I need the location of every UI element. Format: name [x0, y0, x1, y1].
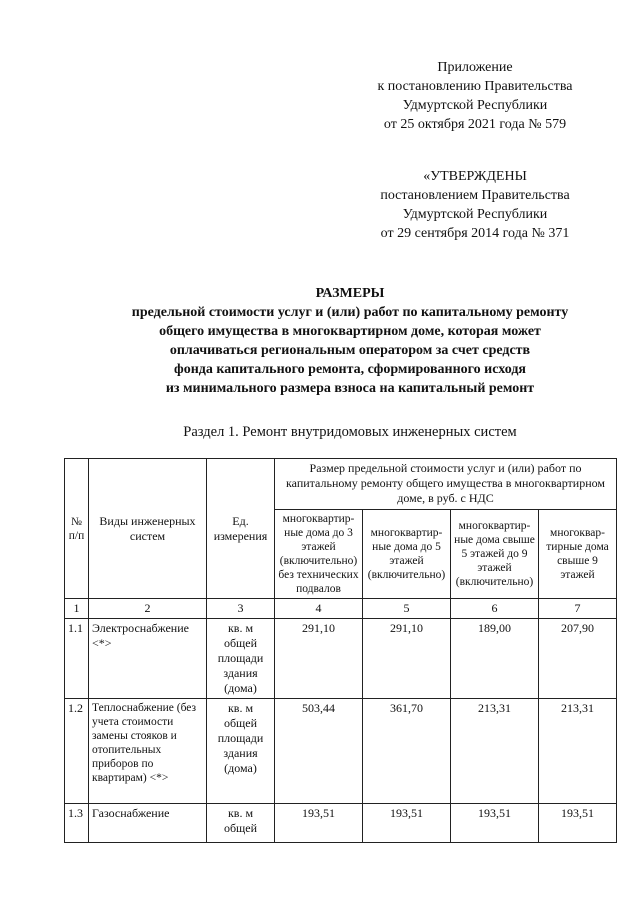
title-heading: РАЗМЕРЫ — [315, 286, 385, 301]
row-value: 361,70 — [363, 699, 451, 804]
header-col6: многоквартир-ные дома свыше 5 этажей до 9 этажей (включительно) — [451, 510, 539, 599]
appendix-line: Удмуртской Республики — [402, 98, 548, 113]
row-value: 207,90 — [539, 619, 617, 699]
row-value: 291,10 — [275, 619, 363, 699]
column-number: 2 — [89, 599, 207, 619]
header-col5: многоквартир-ные дома до 5 этажей (включительно) — [363, 510, 451, 599]
row-num: 1.1 — [65, 619, 89, 699]
appendix-line: Приложение — [437, 60, 513, 75]
column-number: 6 — [451, 599, 539, 619]
header-col4: многоквартир-ные дома до 3 этажей (включительно) без технических подвалов — [275, 510, 363, 599]
approved-block — [330, 167, 620, 243]
column-number: 5 — [363, 599, 451, 619]
row-value: 213,31 — [451, 699, 539, 804]
title-line: предельной стоимости услуг и (или) работ по капитальному ремонту — [131, 305, 569, 320]
appendix-block — [330, 58, 620, 134]
row-value: 189,00 — [451, 619, 539, 699]
approved-line: от 29 сентября 2014 года № 371 — [380, 226, 570, 241]
row-unit: кв. м общей — [207, 804, 275, 843]
row-value: 193,51 — [275, 804, 363, 843]
header-unit: Ед. измерения — [207, 459, 275, 599]
column-number: 4 — [275, 599, 363, 619]
header-row — [65, 459, 617, 510]
header-types: Виды инженерных систем — [89, 459, 207, 599]
row-value: 193,51 — [539, 804, 617, 843]
column-number: 7 — [539, 599, 617, 619]
header-col7: многоквар-тирные дома свыше 9 этажей — [539, 510, 617, 599]
table-row — [65, 804, 617, 843]
row-type: Теплоснабжение (без учета стоимости замены стояков и отопительных приборов по квартирам) <*> — [89, 699, 207, 804]
row-type: Электроснабжение <*> — [89, 619, 207, 699]
approved-line: Удмуртской Республики — [402, 207, 548, 222]
appendix-line: к постановлению Правительства — [377, 79, 573, 94]
row-value: 193,51 — [363, 804, 451, 843]
row-num: 1.3 — [65, 804, 89, 843]
row-num: 1.2 — [65, 699, 89, 804]
section-title: Раздел 1. Ремонт внутридомовых инженерных систем — [183, 424, 517, 440]
row-unit: кв. м общей площади здания (дома) — [207, 619, 275, 699]
document-title — [90, 284, 610, 398]
row-type: Газоснабжение — [89, 804, 207, 843]
table-row — [65, 619, 617, 699]
table-row — [65, 699, 617, 804]
column-number-row — [65, 599, 617, 619]
title-line: фонда капитального ремонта, сформированного исходя — [174, 362, 526, 377]
title-line: общего имущества в многоквартирном доме, которая может — [159, 324, 541, 339]
title-line: из минимального размера взноса на капитальный ремонт — [165, 381, 535, 396]
row-value: 213,31 — [539, 699, 617, 804]
row-unit: кв. м общей площади здания (дома) — [207, 699, 275, 804]
appendix-line: от 25 октября 2021 года № 579 — [383, 117, 567, 132]
cost-table — [64, 458, 617, 843]
approved-line: «УТВЕРЖДЕНЫ — [423, 169, 527, 184]
row-value: 291,10 — [363, 619, 451, 699]
approved-line: постановлением Правительства — [380, 188, 570, 203]
row-value: 193,51 — [451, 804, 539, 843]
title-line: оплачиваться региональным оператором за счет средств — [169, 343, 531, 358]
header-group: Размер предельной стоимости услуг и (или) работ по капитальному ремонту общего имущества в многоквартирном доме, в руб. с НДС — [275, 459, 617, 510]
column-number: 3 — [207, 599, 275, 619]
column-number: 1 — [65, 599, 89, 619]
row-value: 503,44 — [275, 699, 363, 804]
header-num: № п/п — [65, 459, 89, 599]
